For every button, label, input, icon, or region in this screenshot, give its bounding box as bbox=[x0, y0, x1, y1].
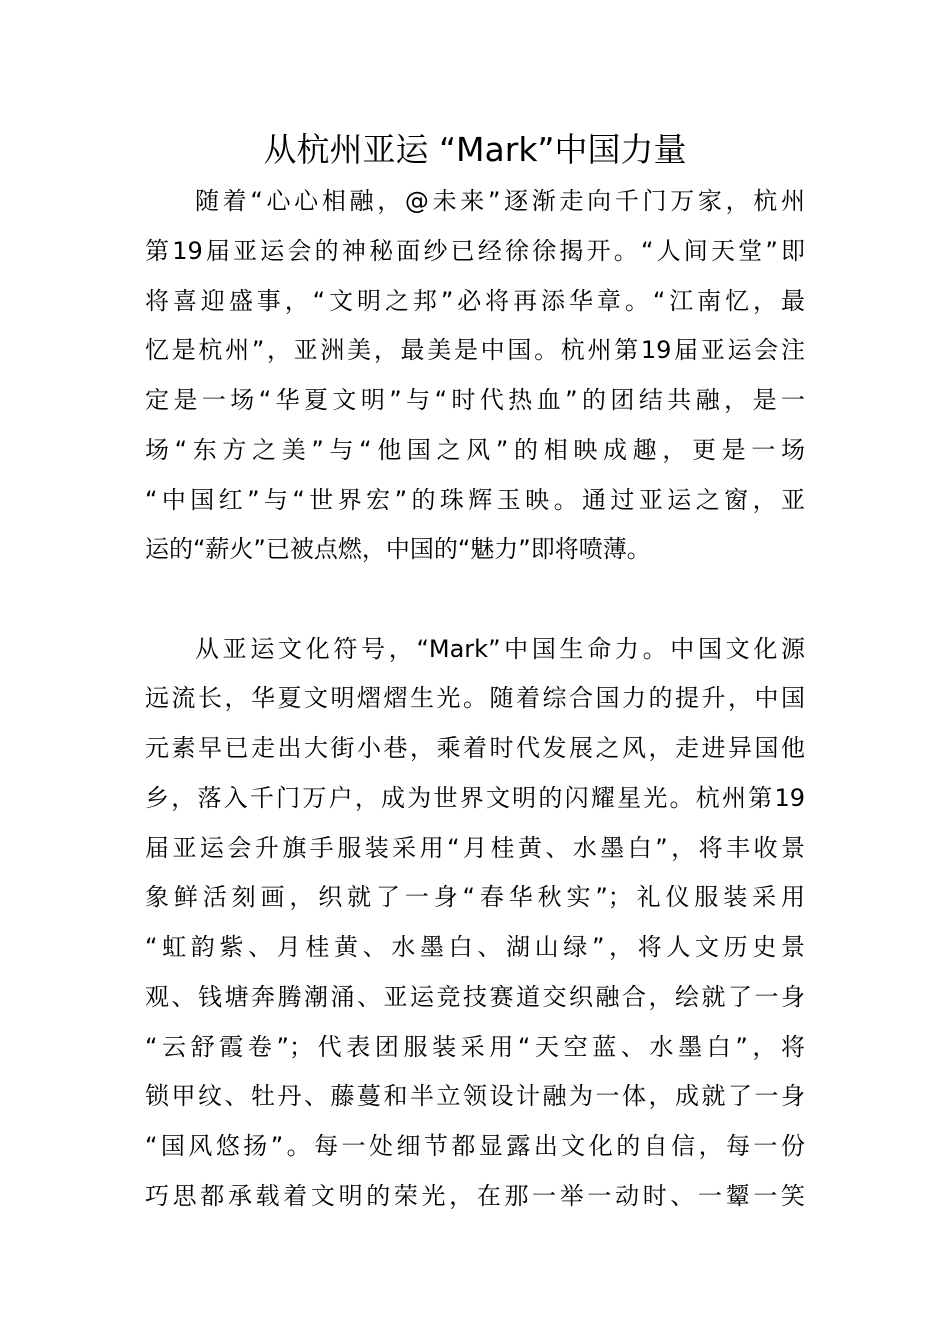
paragraph-line: 象鲜活刻画，织就了一身“春华秋实”；礼仪服装采用 bbox=[145, 883, 805, 911]
paragraph-line: 巧思都承载着文明的荣光，在那一举一动时、一颦一笑 bbox=[145, 1182, 805, 1210]
paragraph-line: 第19届亚运会的神秘面纱已经徐徐揭开。“人间天堂”即 bbox=[145, 237, 805, 265]
paragraph-line: “虹韵紫、月桂黄、水墨白、湖山绿”，将人文历史景 bbox=[145, 933, 805, 961]
paragraph-line: 将喜迎盛事，“文明之邦”必将再添华章。“江南忆，最 bbox=[145, 287, 805, 315]
paragraph-line: 场“东方之美”与“他国之风”的相映成趣，更是一场 bbox=[145, 436, 805, 464]
paragraph-line: “国风悠扬”。每一处细节都显露出文化的自信，每一份 bbox=[145, 1132, 805, 1160]
paragraph-line: 定是一场“华夏文明”与“时代热血”的团结共融，是一 bbox=[145, 386, 805, 414]
paragraph-line: 从亚运文化符号，“Mark”中国生命力。中国文化源 bbox=[195, 635, 805, 663]
paragraph-line: “云舒霞卷”；代表团服装采用“天空蓝、水墨白”，将 bbox=[145, 1033, 805, 1061]
paragraph-line: 元素早已走出大街小巷，乘着时代发展之风，走进异国他 bbox=[145, 734, 805, 762]
paragraph-line: “中国红”与“世界宏”的珠辉玉映。通过亚运之窗，亚 bbox=[145, 486, 805, 514]
paragraph-line: 乡，落入千门万户，成为世界文明的闪耀星光。杭州第19 bbox=[145, 784, 805, 812]
paragraph-line: 观、钱塘奔腾潮涌、亚运竞技赛道交织融合，绘就了一身 bbox=[145, 983, 805, 1011]
paragraph-line: 随着“心心相融，@未来”逐渐走向千门万家，杭州 bbox=[195, 187, 805, 215]
paragraph-line: 远流长，华夏文明熠熠生光。随着综合国力的提升，中国 bbox=[145, 684, 805, 712]
paragraph-line: 届亚运会升旗手服装采用“月桂黄、水墨白”，将丰收景 bbox=[145, 834, 805, 862]
paragraph-line: 忆是杭州”，亚洲美，最美是中国。杭州第19届亚运会注 bbox=[145, 336, 805, 364]
document-title: 从杭州亚运 “Mark”中国力量 bbox=[263, 130, 687, 169]
paragraph-line: 锁甲纹、牡丹、藤蔓和半立领设计融为一体，成就了一身 bbox=[145, 1082, 805, 1110]
paragraph-line: 运的“薪火”已被点燃，中国的“魅力”即将喷薄。 bbox=[145, 535, 651, 563]
